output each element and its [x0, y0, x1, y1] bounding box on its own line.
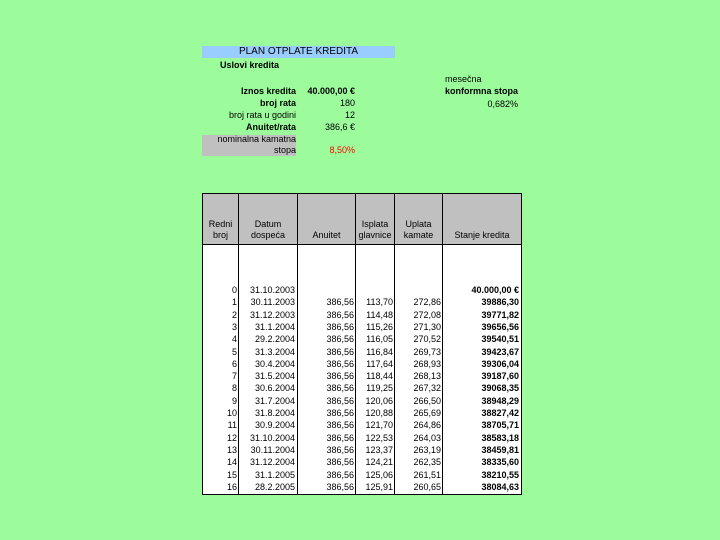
table-cell: 31.1.2004: [254, 321, 295, 332]
sheet-title: PLAN OTPLATE KREDITA: [202, 46, 395, 58]
column-header-line: Redni: [208, 219, 233, 229]
table-cell: 386,56: [326, 358, 354, 369]
table-cell: 260,65: [413, 481, 441, 492]
column-header: [395, 194, 443, 244]
table-row: [203, 481, 521, 493]
table-cell: 31.1.2005: [254, 469, 295, 480]
table-row: [203, 296, 521, 308]
table-cell: 123,37: [365, 444, 393, 455]
table-cell: 38459,81: [481, 444, 519, 455]
table-cell: 386,56: [326, 321, 354, 332]
table-cell: 28.2.2005: [254, 481, 295, 492]
rate-value: 8,50%: [329, 145, 355, 155]
table-cell: 124,21: [365, 457, 393, 468]
table-cell: 113,70: [366, 297, 393, 308]
table-cell: 264,03: [413, 432, 441, 443]
table-cell: 264,86: [413, 420, 441, 431]
condition-value: 386,6 €: [324, 122, 355, 132]
table-cell: 15: [226, 469, 237, 480]
table-cell: 31.10.2003: [249, 285, 295, 295]
table-cell: 31.5.2004: [254, 371, 295, 382]
table-cell: 125,91: [365, 481, 393, 492]
condition-value: 40.000,00 €: [307, 86, 355, 96]
table-cell: 6: [231, 358, 237, 369]
table-cell: 30.11.2003: [250, 297, 295, 308]
table-cell: 271,30: [413, 321, 441, 332]
table-cell: 386,56: [326, 469, 354, 480]
table-cell: 4: [231, 334, 237, 345]
table-cell: 38948,29: [481, 395, 519, 406]
table-cell: 125,06: [365, 469, 393, 480]
table-cell: 8: [231, 383, 237, 394]
table-cell: 2: [231, 309, 237, 320]
table-cell: 38084,63: [481, 481, 519, 492]
table-cell: 386,56: [326, 408, 354, 418]
table-cell: 40.000,00 €: [471, 285, 519, 295]
table-cell: 31.7.2004: [254, 395, 295, 406]
table-cell: 122,53: [365, 432, 393, 443]
condition-label: Iznos kredita: [240, 86, 296, 96]
condition-label: broj rata u godini: [228, 110, 296, 120]
table-cell: 39068,35: [481, 383, 519, 394]
table-row: [203, 469, 521, 481]
table-cell: 7: [231, 371, 237, 382]
table-cell: 386,56: [326, 457, 354, 468]
table-cell: 10: [226, 408, 237, 418]
conformal-label-line2: konformna stopa: [445, 86, 519, 96]
repayment-table: [202, 193, 522, 495]
column-header-line: kamate: [403, 230, 434, 240]
table-cell: 265,69: [413, 408, 441, 418]
conformal-label-line1: mesečna: [445, 74, 482, 84]
table-row: [203, 395, 521, 407]
column-header-line: [443, 219, 521, 230]
table-cell: 3: [231, 321, 237, 332]
conformal-value: 0,682%: [487, 99, 518, 109]
condition-value: 12: [344, 110, 355, 120]
table-cell: 39423,67: [481, 346, 519, 357]
condition-label: Anuitet/rata: [245, 122, 296, 132]
column-header-line: broj: [212, 230, 228, 240]
column-header: [443, 194, 521, 244]
table-cell: 386,56: [326, 309, 354, 320]
table-row: [203, 284, 521, 296]
table-cell: 120,06: [365, 395, 393, 406]
table-cell: 14: [226, 457, 237, 468]
table-row: [203, 346, 521, 358]
table-cell: 38210,55: [481, 469, 519, 480]
condition-label: broj rata: [259, 98, 296, 108]
column-header-line: [298, 219, 355, 230]
table-cell: 268,93: [413, 358, 441, 369]
table-cell: 261,51: [413, 469, 441, 480]
column-header: [298, 194, 356, 244]
rate-label-line2: stopa: [273, 145, 296, 155]
column-header-line: dospeća: [250, 230, 286, 240]
table-row: [203, 370, 521, 382]
table-cell: 386,56: [326, 297, 354, 308]
condition-value: 180: [339, 98, 355, 108]
column-header-line: Anuitet: [312, 230, 341, 240]
table-cell: 38705,71: [481, 420, 519, 431]
column-header: [203, 194, 239, 244]
table-cell: 30.6.2004: [254, 383, 295, 394]
column-header-line: Isplata: [361, 219, 389, 229]
table-cell: 269,73: [413, 346, 441, 357]
table-row: [203, 321, 521, 333]
table-cell: 121,70: [365, 420, 393, 431]
header-divider: [203, 244, 521, 245]
table-cell: 30.9.2004: [254, 420, 295, 431]
table-cell: 29.2.2004: [254, 334, 295, 345]
table-cell: 119,25: [366, 383, 393, 394]
table-row: [203, 407, 521, 419]
table-cell: 31.8.2004: [254, 408, 295, 418]
table-cell: 120,88: [365, 408, 393, 418]
table-cell: 39306,04: [481, 358, 519, 369]
table-row: [203, 382, 521, 394]
column-header-line: Uplata: [405, 219, 432, 229]
table-cell: 38335,60: [481, 457, 519, 468]
table-cell: 39540,51: [481, 334, 519, 345]
table-row: [203, 333, 521, 345]
table-cell: 263,19: [413, 444, 441, 455]
conditions-heading: Uslovi kredita: [220, 60, 280, 70]
table-cell: 39771,82: [481, 309, 519, 320]
table-cell: 39187,60: [481, 371, 519, 382]
table-cell: 266,50: [413, 395, 441, 406]
table-row: [203, 419, 521, 431]
table-cell: 118,44: [366, 371, 393, 382]
table-cell: 11: [227, 420, 237, 431]
table-cell: 39656,56: [481, 321, 519, 332]
table-cell: 386,56: [326, 481, 354, 492]
column-header: [356, 194, 395, 244]
table-row: [203, 309, 521, 321]
table-cell: 386,56: [326, 395, 354, 406]
table-cell: 31.10.2004: [249, 432, 295, 443]
table-row: [203, 444, 521, 456]
table-cell: 386,56: [326, 371, 354, 382]
table-cell: 386,56: [326, 346, 354, 357]
table-cell: 116,84: [366, 346, 393, 357]
table-cell: 386,56: [326, 420, 354, 431]
table-cell: 262,35: [413, 457, 441, 468]
table-row: [203, 358, 521, 370]
table-cell: 115,26: [366, 321, 393, 332]
rate-label-line1: nominalna kamatna: [217, 134, 296, 144]
table-cell: 31.12.2003: [249, 309, 295, 320]
table-cell: 268,13: [413, 371, 441, 382]
table-row: [203, 456, 521, 468]
table-cell: 386,56: [326, 334, 354, 345]
table-cell: 116,05: [366, 334, 393, 345]
table-cell: 272,86: [413, 297, 441, 308]
table-cell: 12: [226, 432, 237, 443]
table-cell: 386,56: [326, 444, 354, 455]
table-cell: 386,56: [326, 383, 354, 394]
table-cell: 30.11.2004: [250, 444, 295, 455]
table-cell: 31.3.2004: [254, 346, 295, 357]
column-header-line: Datum: [254, 219, 282, 229]
table-cell: 16: [226, 481, 237, 492]
table-cell: 30.4.2004: [254, 358, 295, 369]
table-cell: 117,64: [366, 358, 393, 369]
column-header-line: glavnice: [358, 230, 392, 240]
table-cell: 267,32: [413, 383, 441, 394]
table-cell: 270,52: [413, 334, 441, 345]
table-cell: 38583,18: [481, 432, 519, 443]
table-cell: 38827,42: [481, 408, 519, 418]
column-header: [239, 194, 298, 244]
table-cell: 272,08: [413, 309, 441, 320]
table-cell: 1: [231, 297, 237, 308]
table-cell: 31.12.2004: [249, 457, 295, 468]
table-cell: 9: [231, 395, 237, 406]
table-cell: 386,56: [326, 432, 354, 443]
table-cell: 5: [231, 346, 237, 357]
table-cell: 0: [231, 285, 237, 295]
column-header-line: Stanje kredita: [454, 230, 510, 240]
table-cell: 39886,30: [481, 297, 519, 308]
table-row: [203, 432, 521, 444]
table-cell: 114,48: [366, 309, 393, 320]
table-cell: 13: [226, 444, 237, 455]
